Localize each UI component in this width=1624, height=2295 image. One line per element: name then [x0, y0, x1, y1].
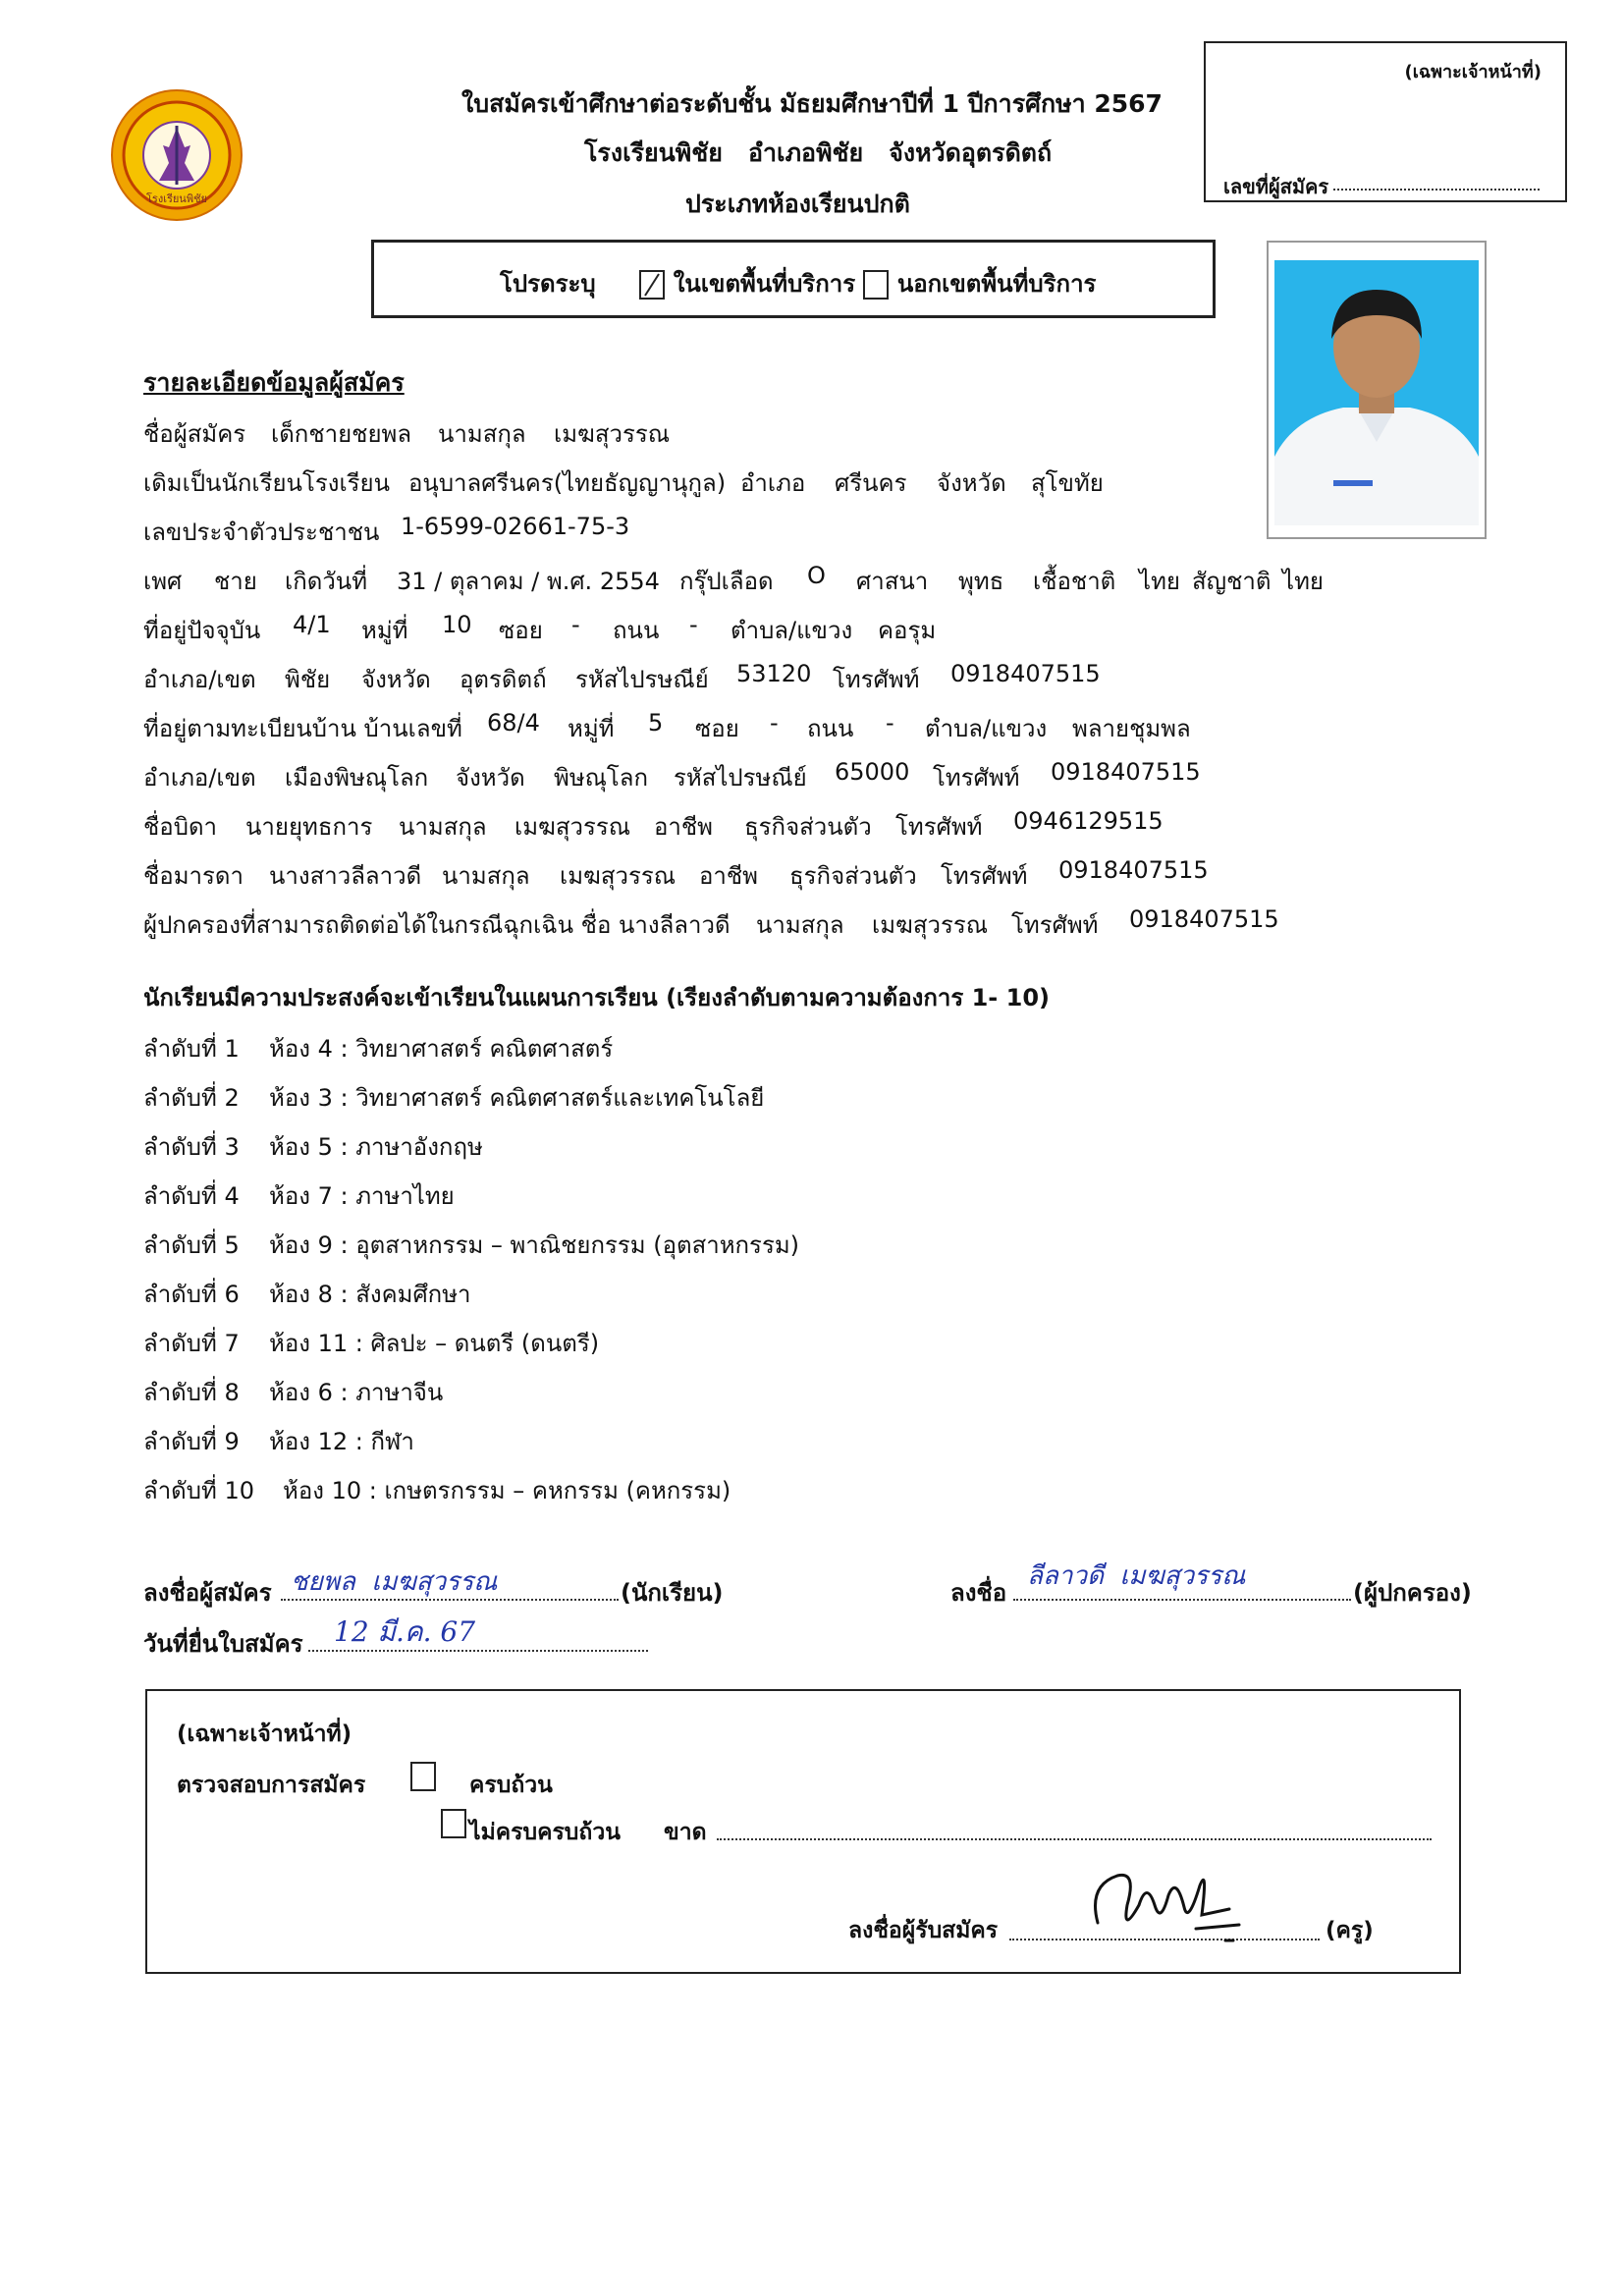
outside-zone-label: นอกเขตพื้นที่บริการ	[896, 270, 1097, 298]
registered-province[interactable]: พิษณุโลก	[554, 764, 649, 792]
mother-label: ชื่อมารดา	[143, 862, 244, 890]
inside-zone-label: ในเขตพื้นที่บริการ	[673, 270, 856, 298]
father-surname[interactable]: เมฆสุวรรณ	[514, 813, 631, 841]
guardian-surname-label: นามสกุล	[756, 911, 844, 939]
current-moo[interactable]: 10	[442, 611, 472, 638]
current-province-label: จังหวัด	[361, 666, 431, 693]
receiver-label: ลงชื่อผู้รับสมัคร	[848, 1918, 999, 1943]
registered-soi-label: ซอย	[695, 715, 739, 742]
dob[interactable]: 31 / ตุลาคม / พ.ศ. 2554	[397, 568, 660, 595]
student-role: (นักเรียน)	[621, 1579, 724, 1607]
current-district-label: อำเภอ/เขต	[143, 666, 256, 693]
current-phone-label: โทรศัพท์	[833, 666, 920, 693]
submit-date[interactable]: 12 มี.ค. 67	[334, 1615, 476, 1648]
plan-rank: ลำดับที่ 8	[143, 1379, 240, 1406]
applicant-name[interactable]: เด็กชายชยพล	[271, 420, 412, 448]
incomplete-label: ไม่ครบครบถ้วน	[469, 1820, 621, 1845]
registered-moo-label: หมู่ที่	[568, 715, 615, 742]
guardian-sign-line	[1013, 1599, 1351, 1601]
current-postcode[interactable]: 53120	[736, 660, 812, 687]
plan-rank: ลำดับที่ 7	[143, 1330, 240, 1357]
surname-label: นามสกุล	[438, 420, 526, 448]
inside-zone-checkbox[interactable]	[639, 270, 665, 300]
plan-rank: ลำดับที่ 4	[143, 1182, 240, 1210]
registered-postcode-label: รหัสไปรษณีย์	[674, 764, 807, 792]
class-type: ประเภทห้องเรียนปกติ	[685, 190, 910, 218]
plan-rank: ลำดับที่ 3	[143, 1133, 240, 1161]
mother-phone-label: โทรศัพท์	[941, 862, 1028, 890]
current-house-no[interactable]: 4/1	[293, 611, 331, 638]
mother-job-label: อาชีพ	[699, 862, 758, 890]
check-label: ตรวจสอบการสมัคร	[177, 1773, 366, 1798]
registered-road[interactable]: -	[886, 709, 894, 737]
plan-room[interactable]: ห้อง 9 : อุตสาหกรรม – พาณิชยกรรม (อุตสาหกรรม)	[269, 1231, 800, 1259]
current-subdistrict-label: ตำบล/แขวง	[731, 617, 853, 644]
school-line: โรงเรียนพิชัย อำเภอพิชัย จังหวัดอุตรดิตถ์	[584, 138, 1053, 167]
father-label: ชื่อบิดา	[143, 813, 217, 841]
guardian-signature[interactable]: ลีลาวดี เมฆสุวรรณ	[1027, 1561, 1246, 1591]
registered-province-label: จังหวัด	[456, 764, 525, 792]
guardian-name[interactable]: นางลีลาวดี	[619, 911, 731, 939]
registered-phone[interactable]: 0918407515	[1051, 758, 1201, 786]
plan-title: นักเรียนมีความประสงค์จะเข้าเรียนในแผนการเรียน (เรียงลำดับตามความต้องการ 1- 10)	[143, 984, 1050, 1011]
plan-rank: ลำดับที่ 5	[143, 1231, 240, 1259]
registered-district-label: อำเภอ/เขต	[143, 764, 256, 792]
plan-rank: ลำดับที่ 9	[143, 1428, 240, 1455]
registered-subdistrict-label: ตำบล/แขวง	[925, 715, 1048, 742]
sex-label: เพศ	[143, 568, 183, 595]
mother-name[interactable]: นางสาวลีลาวดี	[269, 862, 422, 890]
section-title: รายละเอียดข้อมูลผู้สมัคร	[143, 368, 405, 397]
religion-label: ศาสนา	[856, 568, 929, 595]
logo-text: โรงเรียนพิชัย	[146, 192, 207, 205]
guardian-role: (ผู้ปกครอง)	[1353, 1579, 1472, 1607]
student-sign-label: ลงชื่อผู้สมัคร	[143, 1579, 272, 1607]
race-label: เชื้อชาติ	[1033, 568, 1116, 595]
zone-prompt: โปรดระบุ	[500, 270, 596, 298]
plan-room[interactable]: ห้อง 12 : กีฬา	[269, 1428, 414, 1455]
plan-room[interactable]: ห้อง 8 : สังคมศึกษา	[269, 1281, 471, 1308]
receiver-signature[interactable]	[1078, 1846, 1255, 1954]
registered-moo[interactable]: 5	[648, 709, 664, 737]
current-soi-label: ซอย	[499, 617, 543, 644]
current-province[interactable]: อุตรดิตถ์	[460, 666, 547, 693]
registered-district[interactable]: เมืองพิษณุโลก	[285, 764, 429, 792]
mother-surname[interactable]: เมฆสุวรรณ	[560, 862, 677, 890]
current-moo-label: หมู่ที่	[361, 617, 408, 644]
zone-box	[371, 240, 1216, 318]
id-label: เลขประจำตัวประชาชน	[143, 519, 380, 546]
applicant-no-field[interactable]	[1333, 189, 1540, 191]
blood-group[interactable]: O	[807, 562, 826, 589]
form-title: ใบสมัครเข้าศึกษาต่อระดับชั้น มัธยมศึกษาปีที่ 1 ปีการศึกษา 2567	[461, 89, 1163, 118]
plan-rank: ลำดับที่ 6	[143, 1281, 240, 1308]
blood-label: กรุ๊ปเลือด	[679, 568, 774, 595]
prev-district[interactable]: ศรีนคร	[835, 469, 907, 497]
incomplete-checkbox[interactable]	[441, 1809, 466, 1838]
sex[interactable]: ชาย	[214, 568, 257, 595]
registered-subdistrict[interactable]: พลายชุมพล	[1072, 715, 1191, 742]
plan-room[interactable]: ห้อง 3 : วิทยาศาสตร์ คณิตศาสตร์และเทคโนโลยี	[269, 1084, 765, 1112]
student-signature[interactable]: ชยพล เมฆสุวรรณ	[291, 1567, 498, 1597]
plan-room[interactable]: ห้อง 5 : ภาษาอังกฤษ	[269, 1133, 483, 1161]
prev-school[interactable]: อนุบาลศรีนคร(ไทยธัญญานุกูล)	[408, 469, 727, 497]
current-soi[interactable]: -	[571, 611, 580, 638]
prev-school-label: เดิมเป็นนักเรียนโรงเรียน	[143, 469, 391, 497]
father-surname-label: นามสกุล	[399, 813, 487, 841]
outside-zone-checkbox[interactable]	[863, 270, 889, 300]
current-subdistrict[interactable]: คอรุม	[878, 617, 937, 644]
plan-room[interactable]: ห้อง 11 : ศิลปะ – ดนตรี (ดนตรี)	[269, 1330, 600, 1357]
plan-room[interactable]: ห้อง 10 : เกษตรกรรม – คหกรรม (คหกรรม)	[283, 1477, 731, 1504]
current-address-label: ที่อยู่ปัจจุบัน	[143, 617, 261, 644]
current-postcode-label: รหัสไปรษณีย์	[575, 666, 709, 693]
guardian-sign-label: ลงชื่อ	[950, 1579, 1007, 1607]
registered-postcode[interactable]: 65000	[835, 758, 910, 786]
current-road-label: ถนน	[613, 617, 660, 644]
religion[interactable]: พุทธ	[958, 568, 1004, 595]
missing-field[interactable]	[717, 1838, 1432, 1840]
plan-rank: ลำดับที่ 10	[143, 1477, 254, 1504]
plan-rank: ลำดับที่ 1	[143, 1035, 240, 1063]
father-phone[interactable]: 0946129515	[1013, 807, 1164, 835]
plan-room[interactable]: ห้อง 7 : ภาษาไทย	[269, 1182, 455, 1210]
submit-date-label: วันที่ยื่นใบสมัคร	[143, 1630, 303, 1658]
name-label: ชื่อผู้สมัคร	[143, 420, 246, 448]
plan-rank: ลำดับที่ 2	[143, 1084, 240, 1112]
applicant-no-label: เลขที่ผู้สมัคร	[1223, 175, 1329, 198]
registered-house-no[interactable]: 68/4	[487, 709, 540, 737]
mother-job[interactable]: ธุรกิจส่วนตัว	[789, 862, 917, 890]
prev-district-label: อำเภอ	[740, 469, 806, 497]
school-logo	[108, 86, 245, 224]
registered-soi[interactable]: -	[770, 709, 779, 737]
father-job[interactable]: ธุรกิจส่วนตัว	[744, 813, 872, 841]
mother-surname-label: นามสกุล	[442, 862, 530, 890]
father-phone-label: โทรศัพท์	[895, 813, 983, 841]
missing-label: ขาด	[664, 1820, 707, 1845]
guardian-label: ผู้ปกครองที่สามารถติดต่อได้ในกรณีฉุกเฉิน ชื่อ	[143, 911, 612, 939]
current-district[interactable]: พิชัย	[285, 666, 331, 693]
guardian-phone[interactable]: 0918407515	[1129, 905, 1279, 933]
registered-road-label: ถนน	[807, 715, 854, 742]
officer-box-label: (เฉพาะเจ้าหน้าที่)	[1404, 62, 1542, 82]
guardian-surname[interactable]: เมฆสุวรรณ	[872, 911, 989, 939]
complete-checkbox[interactable]	[410, 1762, 436, 1791]
plan-room[interactable]: ห้อง 6 : ภาษาจีน	[269, 1379, 444, 1406]
current-road[interactable]: -	[689, 611, 698, 638]
nationality-label: สัญชาติ	[1192, 568, 1272, 595]
guardian-phone-label: โทรศัพท์	[1011, 911, 1099, 939]
mother-phone[interactable]: 0918407515	[1058, 856, 1209, 884]
registered-address-label: ที่อยู่ตามทะเบียนบ้าน บ้านเลขที่	[143, 715, 462, 742]
current-phone[interactable]: 0918407515	[950, 660, 1101, 687]
father-job-label: อาชีพ	[654, 813, 713, 841]
prev-province-label: จังหวัด	[937, 469, 1006, 497]
applicant-surname[interactable]: เมฆสุวรรณ	[554, 420, 671, 448]
prev-province[interactable]: สุโขทัย	[1031, 469, 1104, 497]
officer-box	[1204, 41, 1567, 202]
race[interactable]: ไทย	[1139, 568, 1180, 595]
plan-room[interactable]: ห้อง 4 : วิทยาศาสตร์ คณิตศาสตร์	[269, 1035, 614, 1063]
citizen-id[interactable]: 1-6599-02661-75-3	[401, 513, 630, 540]
receiver-role: (ครู)	[1326, 1918, 1374, 1943]
registered-phone-label: โทรศัพท์	[933, 764, 1020, 792]
nationality[interactable]: ไทย	[1282, 568, 1324, 595]
complete-label: ครบถ้วน	[469, 1773, 553, 1798]
dob-label: เกิดวันที่	[285, 568, 368, 595]
officer-section	[145, 1689, 1461, 1974]
officer-section-title: (เฉพาะเจ้าหน้าที่)	[177, 1721, 352, 1747]
applicant-photo	[1267, 241, 1487, 539]
father-name[interactable]: นายยุทธการ	[245, 813, 373, 841]
